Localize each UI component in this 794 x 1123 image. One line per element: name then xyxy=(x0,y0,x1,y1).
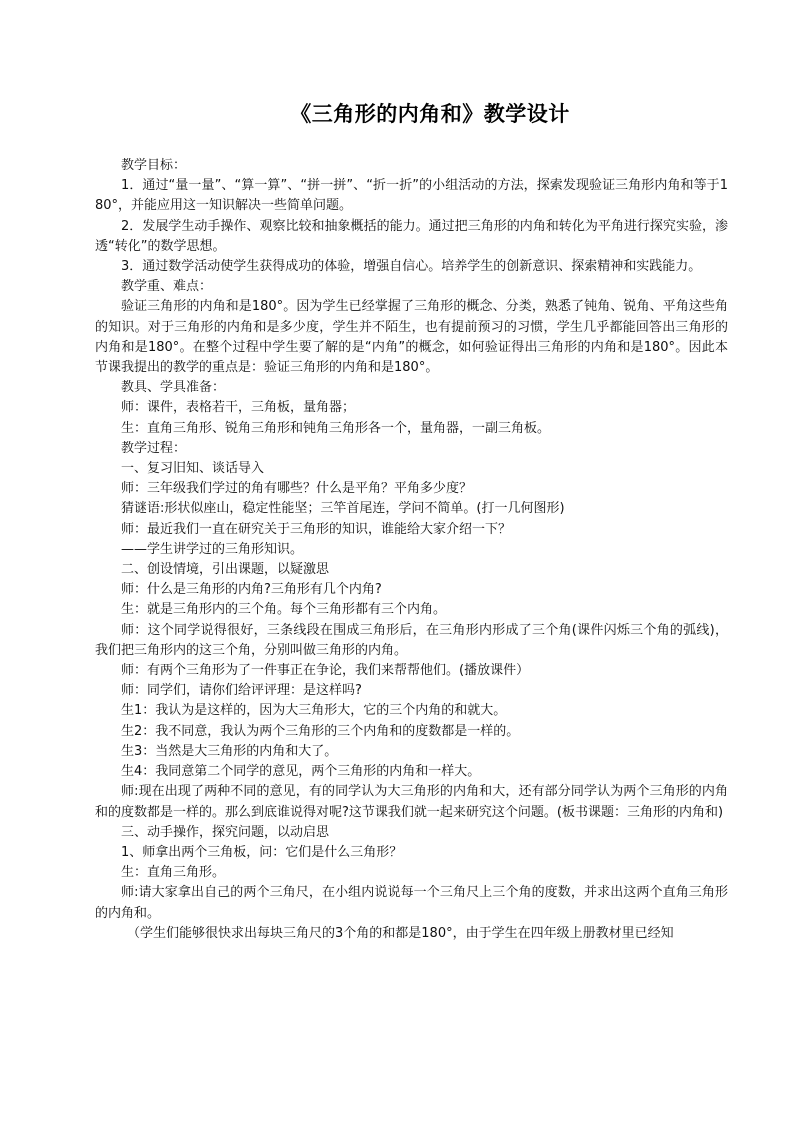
paragraph: 生2：我不同意，我认为两个三角形的三个内角和的度数都是一样的。 xyxy=(121,723,520,739)
document-body xyxy=(95,156,728,944)
paragraph: 2．发展学生动手操作、观察比较和抽象概括的能力。通过把三角形的内角和转化为平角进行探究实验，渗透“转化”的数学思想。 xyxy=(95,218,728,254)
document-title: 《三角形的内角和》教学设计 xyxy=(290,101,570,126)
paragraph: 师:现在出现了两种不同的意见，有的同学认为大三角形的内角和大，还有部分同学认为两个三角形的内角和的度数都是一样的。那么到底谁说得对呢?这节课我们就一起来研究这个问题。(板书课题：三角形的内角和) xyxy=(95,784,728,820)
paragraph: 教学过程： xyxy=(121,440,187,456)
paragraph: ——学生讲学过的三角形知识。 xyxy=(121,541,304,557)
paragraph: 猜谜语:形状似座山，稳定性能坚；三竿首尾连，学问不简单。(打一几何图形) xyxy=(121,501,565,517)
paragraph: 3．通过数学活动使学生获得成功的体验，增强自信心。培养学生的创新意识、探索精神和实践能力。 xyxy=(121,259,702,275)
paragraph: 三、动手操作，探究问题，以动启思 xyxy=(121,824,330,840)
paragraph: 师:请大家拿出自己的两个三角尺，在小组内说说每一个三角尺上三个角的度数，并求出这两个直角三角形的内角和。 xyxy=(95,885,728,921)
paragraph: 教具、学具准备： xyxy=(121,380,226,396)
paragraph: 一、复习旧知、谈话导入 xyxy=(121,461,265,477)
paragraph: 二、创设情境，引出课题，以疑激思 xyxy=(121,562,330,578)
paragraph: 1．通过“量一量”、“算一算”、“拼一拼”、“折一折”的小组活动的方法，探索发现验证三角形内角和等于180°，并能应用这一知识解决一些简单问题。 xyxy=(95,178,728,214)
paragraph: 生3：当然是大三角形的内角和大了。 xyxy=(121,743,338,759)
paragraph: 教学重、难点： xyxy=(121,279,213,295)
paragraph: 1、师拿出两个三角板，问：它们是什么三角形？ xyxy=(121,844,403,860)
paragraph: 教学目标： xyxy=(121,158,187,173)
paragraph: （学生们能够很快求出每块三角尺的3个角的和都是180°，由于学生在四年级上册教材里已经知 xyxy=(127,925,674,941)
paragraph: 师：三年级我们学过的角有哪些？什么是平角？平角多少度？ xyxy=(121,481,473,497)
paragraph: 生：就是三角形内的三个角。每个三角形都有三个内角。 xyxy=(121,602,447,618)
paragraph: 生4：我同意第二个同学的意见，两个三角形的内角和一样大。 xyxy=(121,764,481,780)
paragraph: 生：直角三角形、锐角三角形和钝角三角形各一个，量角器，一副三角板。 xyxy=(121,420,551,436)
paragraph: 师：这个同学说得很好，三条线段在围成三角形后，在三角形内形成了三个角(课件闪烁三个角的弧线)，我们把三角形内的这三个角，分别叫做三角形的内角。 xyxy=(95,622,728,658)
paragraph: 师：课件，表格若干，三角板，量角器； xyxy=(121,400,356,416)
paragraph: 师：最近我们一直在研究关于三角形的知识，谁能给大家介绍一下？ xyxy=(121,521,512,537)
paragraph: 验证三角形的内角和是180°。因为学生已经掌握了三角形的概念、分类，熟悉了钝角、锐角、平角这些角的知识。对于三角形的内角和是多少度，学生并不陌生，也有提前预习的习惯，学生几乎都能回答出三角形的内角和是180°。在整个过程中学生要了解的是“内角”的概念，如何验证得出三角形的内角和是180°。因此本节课我提出的教学的重点是：验证三角形的内角和是180°。 xyxy=(95,299,728,376)
paragraph: 师：有两个三角形为了一件事正在争论，我们来帮帮他们。(播放课件） xyxy=(121,663,530,679)
paragraph: 师：同学们，请你们给评评理：是这样吗? xyxy=(121,683,362,699)
paragraph: 生1：我认为是这样的，因为大三角形大，它的三个内角的和就大。 xyxy=(121,703,507,719)
paragraph: 生：直角三角形。 xyxy=(121,865,226,881)
paragraph: 师：什么是三角形的内角?三角形有几个内角? xyxy=(121,582,382,598)
